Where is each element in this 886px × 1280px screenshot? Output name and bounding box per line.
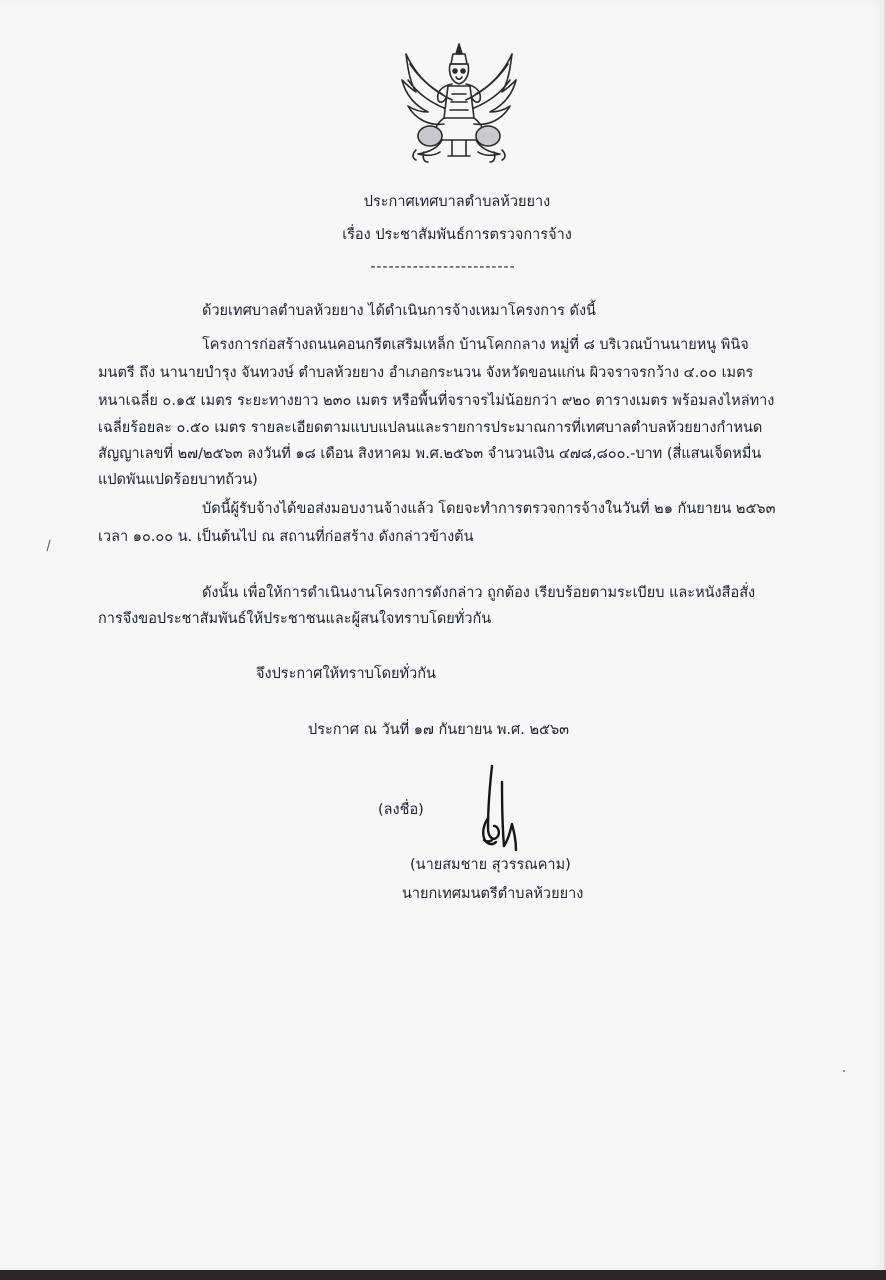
- body-line-8: บัดนี้ผู้รับจ้างได้ขอส่งมอบงานจ้างแล้ว โดยจะทำการตรวจการจ้างในวันที่ ๒๑ กันยายน ๒๕๖๓: [202, 501, 776, 517]
- signer-name: (นายสมชาย สุวรรณคาม): [410, 857, 571, 873]
- body-line-3: มนตรี ถึง นานายบำรุง จันทวงษ์ ตำบลห้วยยาง อำเภอกระนวน จังหวัดขอนแก่น ผิวจราจรกว้าง ๔.๐๐ เมตร: [98, 365, 754, 381]
- signer-position: นายกเทศมนตรีตำบลห้วยยาง: [402, 886, 584, 902]
- announcement-subject: เรื่อง ประชาสัมพันธ์การตรวจการจ้าง: [342, 227, 572, 243]
- garuda-emblem-icon: [396, 40, 522, 164]
- announce-date: ประกาศ ณ วันที่ ๑๗ กันยายน พ.ศ. ๒๕๖๓: [308, 722, 570, 738]
- pencil-mark: [47, 540, 55, 553]
- paper-speck: [843, 1070, 845, 1072]
- body-line-2: โครงการก่อสร้างถนนคอนกรีตเสริมเหล็ก บ้านโคกกลาง หมู่ที่ ๘ บริเวณบ้านนายหนู พินิจ: [202, 337, 749, 353]
- body-line-9: เวลา ๑๐.๐๐ น. เป็นต้นไป ณ สถานที่ก่อสร้าง ดังกล่าวข้างต้น: [98, 529, 474, 545]
- closing-line: จึงประกาศให้ทราบโดยทั่วกัน: [256, 666, 436, 682]
- announcement-title: ประกาศเทศบาลตำบลห้วยยาง: [363, 194, 551, 210]
- sign-label: (ลงชื่อ): [378, 802, 424, 818]
- background-strip: [0, 1270, 886, 1280]
- body-line-5: เฉลี่ยร้อยละ ๐.๕๐ เมตร รายละเอียดตามแบบแปลนและรายการประมาณการที่เทศบาลตำบลห้วยยางกำหนด: [98, 420, 763, 436]
- header-divider: ------------------------: [370, 259, 516, 275]
- body-line-4: หนาเฉลี่ย ๐.๑๕ เมตร ระยะทางยาว ๒๓๐ เมตร หรือพื้นที่จราจรไม่น้อยกว่า ๙๒๐ ตารางเมตร พร้อมลงไหล่ทาง: [98, 393, 775, 409]
- body-line-10: ดังนั้น เพื่อให้การดำเนินงานโครงการดังกล่าว ถูกต้อง เรียบร้อยตามระเบียบ และหนังสือสั่ง: [202, 585, 756, 601]
- body-line-11: การจึงขอประชาสัมพันธ์ให้ประชาชนและผู้สนใจทราบโดยทั่วกัน: [98, 611, 492, 627]
- body-line-1: ด้วยเทศบาลตำบลห้วยยาง ได้ดำเนินการจ้างเหมาโครงการ ดังนี้: [202, 303, 596, 319]
- body-line-7: แปดพันแปดร้อยบาทถ้วน): [98, 472, 258, 488]
- body-line-6: สัญญาเลขที่ ๒๗/๒๕๖๓ ลงวันที่ ๑๘ เดือน สิงหาคม พ.ศ.๒๕๖๓ จำนวนเงิน ๔๗๘,๘๐๐.-บาท (สี่แสนเจ็ดหมื่น: [98, 446, 762, 462]
- handwritten-signature: [476, 762, 522, 854]
